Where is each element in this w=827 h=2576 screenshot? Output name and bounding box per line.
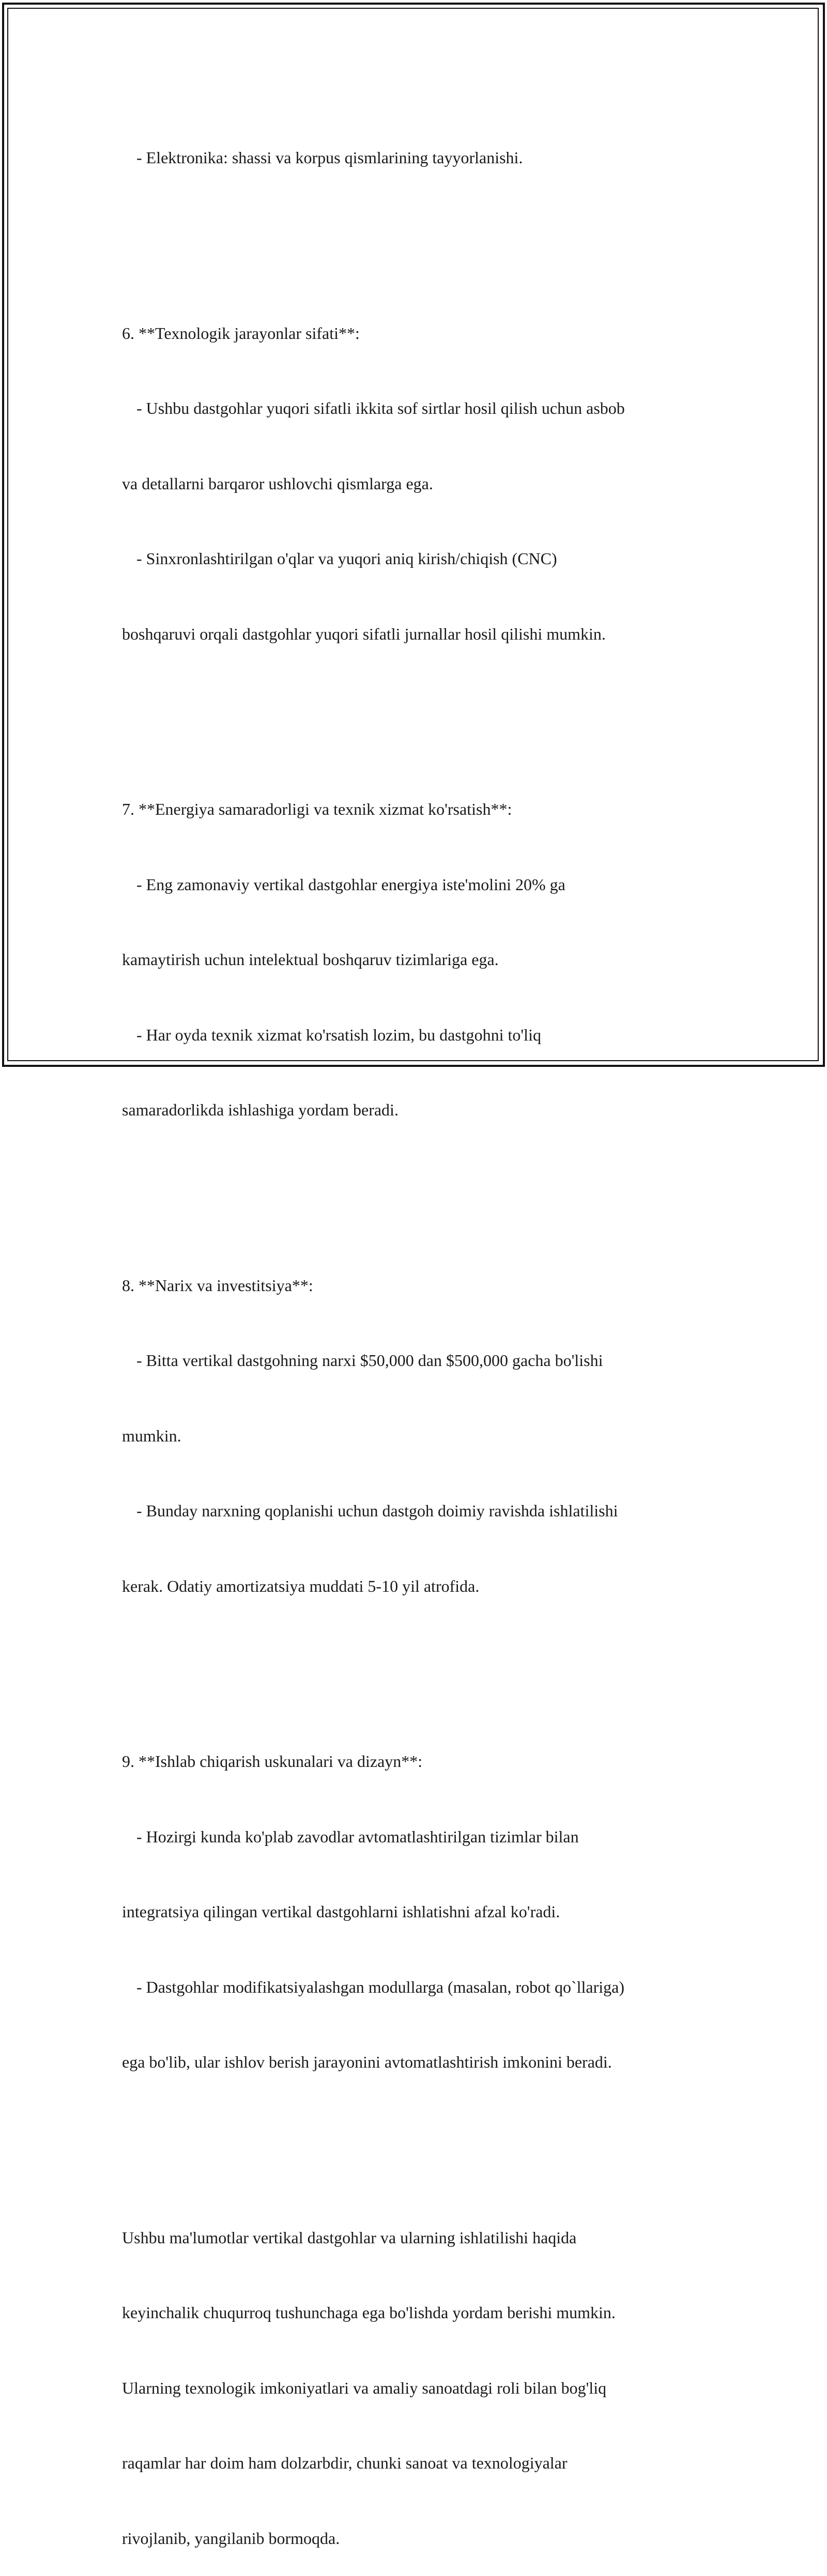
text-line: - Bunday narxning qoplanishi uchun dastgoh doimiy ravishda ishlatilishi xyxy=(136,1501,618,1520)
section-heading-9: 9. **Ishlab chiqarish uskunalari va dizayn**: xyxy=(122,1752,423,1771)
text-line: - Elektronika: shassi va korpus qismlarining tayyorlanishi. xyxy=(136,148,523,167)
text-line: integratsiya qilingan vertikal dastgohlarni ishlatishni afzal ko'radi. xyxy=(122,1902,560,1921)
text-line: ega bo'lib, ular ishlov berish jarayonini avtomatlashtirish imkonini beradi. xyxy=(122,2053,612,2071)
text-line: - Har oyda texnik xizmat ko'rsatish lozim, bu dastgohni to'liq xyxy=(136,1025,541,1044)
text-line: kerak. Odatiy amortizatsiya muddati 5-10 yil atrofida. xyxy=(122,1576,480,1595)
document-body xyxy=(122,95,711,2576)
section-heading-6: 6. **Texnologik jarayonlar sifati**: xyxy=(122,323,360,343)
blank-line xyxy=(122,696,711,722)
conclusion-line: Ushbu ma'lumotlar vertikal dastgohlar va ularning ishlatilishi haqida xyxy=(122,2228,577,2247)
conclusion-line: rivojlanib, yangilanib bormoqda. xyxy=(122,2528,340,2548)
conclusion-line: Ularning texnologik imkoniyatlari va amaliy sanoatdagi roli bilan bog'liq xyxy=(122,2378,607,2397)
text-line: - Eng zamonaviy vertikal dastgohlar energiya iste'molini 20% ga xyxy=(136,875,565,894)
text-line: - Ushbu dastgohlar yuqori sifatli ikkita sof sirtlar hosil qilish uchun asbob xyxy=(136,399,625,417)
section-heading-7: 7. **Energiya samaradorligi va texnik xizmat ko'rsatish**: xyxy=(122,800,512,818)
blank-line xyxy=(122,2125,711,2150)
text-line: boshqaruvi orqali dastgohlar yuqori sifatli jurnallar hosil qilishi mumkin. xyxy=(122,624,606,643)
text-line: - Hozirgi kunda ko'plab zavodlar avtomatlashtirilgan tizimlar bilan xyxy=(136,1827,579,1846)
section-heading-8: 8. **Narix va investitsiya**: xyxy=(122,1276,313,1295)
conclusion-line: keyinchalik chuqurroq tushunchaga ega bo'lishda yordam berishi mumkin. xyxy=(122,2303,616,2322)
blank-line xyxy=(122,1649,711,1674)
text-line: mumkin. xyxy=(122,1426,181,1445)
text-line: samaradorlikda ishlashiga yordam beradi. xyxy=(122,1100,399,1119)
text-line: va detallarni barqaror ushlovchi qismlarga ega. xyxy=(122,474,433,493)
conclusion-line: raqamlar har doim ham dolzarbdir, chunki sanoat va texnologiyalar xyxy=(122,2454,568,2472)
text-line: - Sinxronlashtirilgan o'qlar va yuqori aniq kirish/chiqish (CNC) xyxy=(136,549,557,568)
text-line: kamaytirish uchun intelektual boshqaruv tizimlariga ega. xyxy=(122,950,499,969)
text-line: - Dastgohlar modifikatsiyalashgan modullarga (masalan, robot qo`llariga) xyxy=(136,1977,625,1996)
blank-line xyxy=(122,1173,711,1198)
text-line: - Bitta vertikal dastgohning narxi $50,000 dan $500,000 gacha bo'lishi xyxy=(136,1351,603,1370)
blank-line xyxy=(122,221,711,246)
